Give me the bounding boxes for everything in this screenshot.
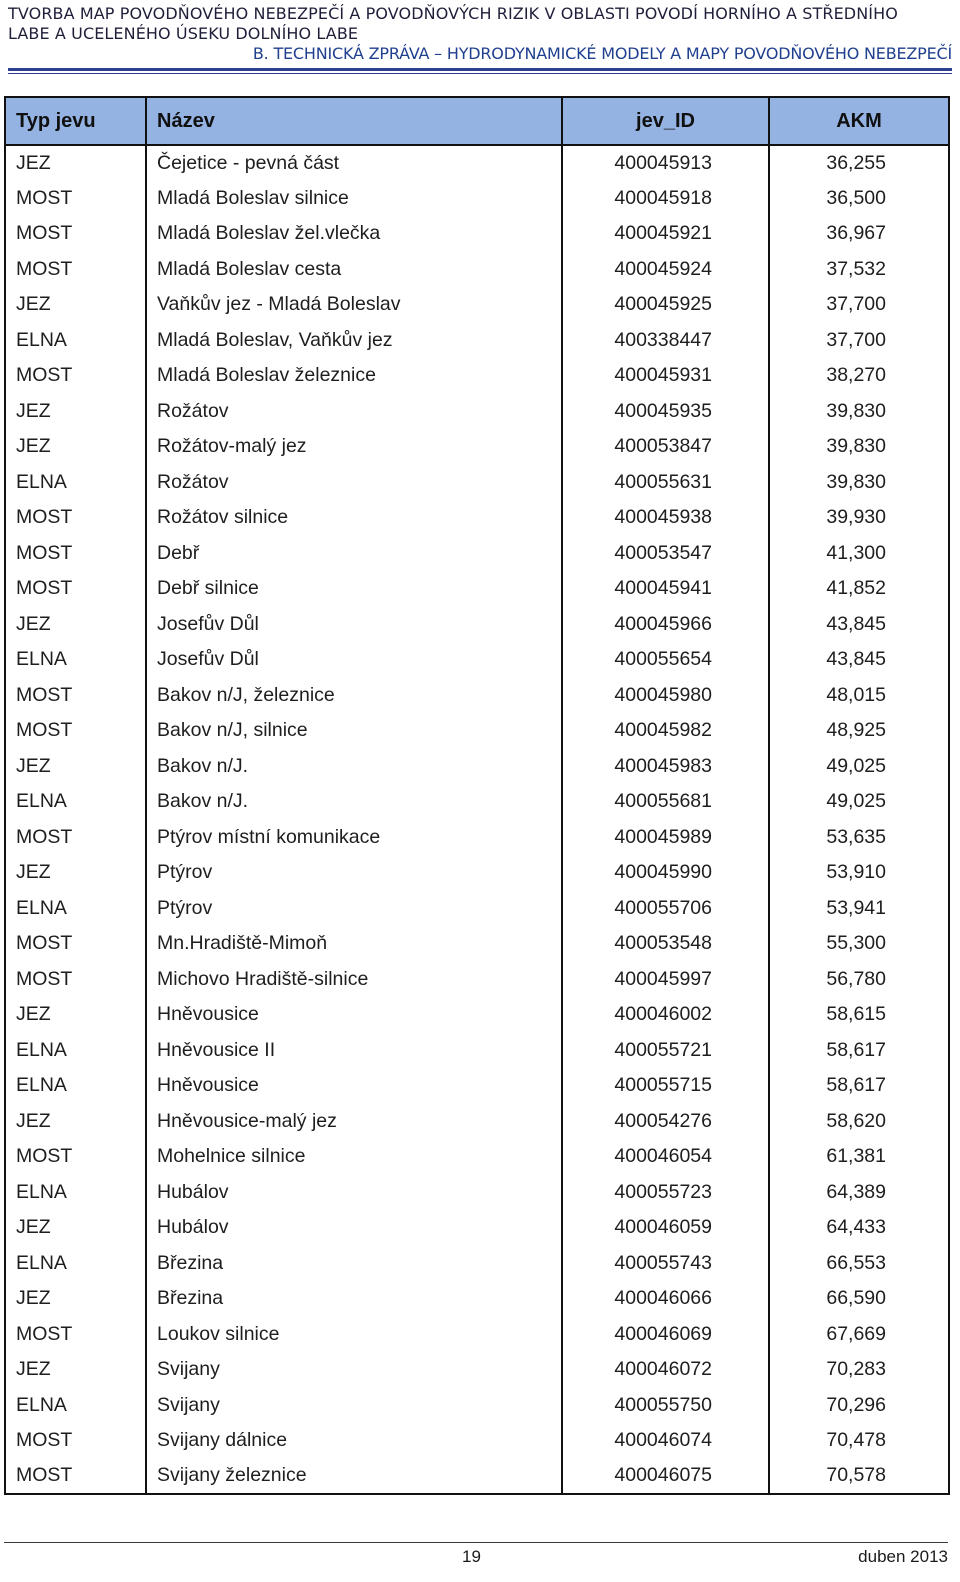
cell-akm: 61,381 [769,1139,949,1175]
cell-typ-jevu: MOST [5,571,146,607]
cell-nazev: Mohelnice silnice [146,1139,562,1175]
table-row [5,465,949,501]
cell-typ-jevu: ELNA [5,1246,146,1282]
cell-jev-id: 400045990 [562,855,769,891]
table-row [5,1459,949,1495]
cell-akm: 64,389 [769,1175,949,1211]
cell-nazev: Hubálov [146,1210,562,1246]
table-row [5,1175,949,1211]
cell-nazev: Rožátov silnice [146,500,562,536]
cell-jev-id: 400045921 [562,216,769,252]
cell-jev-id: 400055721 [562,1033,769,1069]
cell-jev-id: 400046072 [562,1352,769,1388]
cell-nazev: Rožátov [146,465,562,501]
table-row [5,855,949,891]
cell-jev-id: 400053548 [562,926,769,962]
cell-jev-id: 400055743 [562,1246,769,1282]
table-row [5,1104,949,1140]
cell-jev-id: 400045941 [562,571,769,607]
cell-typ-jevu: MOST [5,500,146,536]
cell-akm: 48,925 [769,713,949,749]
table-row [5,784,949,820]
cell-nazev: Březina [146,1246,562,1282]
cell-akm: 38,270 [769,358,949,394]
cell-typ-jevu: JEZ [5,1352,146,1388]
cell-jev-id: 400046074 [562,1423,769,1459]
cell-akm: 41,300 [769,536,949,572]
cell-nazev: Čejetice - pevná část [146,145,562,181]
events-table [4,96,950,1495]
cell-akm: 70,478 [769,1423,949,1459]
cell-nazev: Josefův Důl [146,642,562,678]
cell-nazev: Debř [146,536,562,572]
cell-akm: 67,669 [769,1317,949,1353]
cell-jev-id: 400046075 [562,1459,769,1495]
cell-typ-jevu: MOST [5,1423,146,1459]
cell-jev-id: 400045982 [562,713,769,749]
table-row [5,962,949,998]
table-row [5,216,949,252]
cell-akm: 53,941 [769,891,949,927]
page-number: 19 [462,1547,481,1566]
cell-akm: 48,015 [769,678,949,714]
cell-nazev: Rožátov [146,394,562,430]
cell-typ-jevu: JEZ [5,429,146,465]
table-row [5,536,949,572]
cell-nazev: Mladá Boleslav, Vaňkův jez [146,323,562,359]
cell-jev-id: 400055631 [562,465,769,501]
table-row [5,926,949,962]
cell-typ-jevu: JEZ [5,997,146,1033]
cell-akm: 36,255 [769,145,949,181]
cell-jev-id: 400046002 [562,997,769,1033]
document-header [8,4,952,64]
cell-akm: 49,025 [769,784,949,820]
cell-jev-id: 400045989 [562,820,769,856]
cell-akm: 36,500 [769,181,949,217]
cell-nazev: Hněvousice II [146,1033,562,1069]
table-row [5,1423,949,1459]
cell-typ-jevu: MOST [5,1317,146,1353]
cell-jev-id: 400046054 [562,1139,769,1175]
cell-nazev: Hubálov [146,1175,562,1211]
table-row [5,145,949,181]
cell-nazev: Svijany dálnice [146,1423,562,1459]
cell-jev-id: 400338447 [562,323,769,359]
table-row [5,891,949,927]
cell-nazev: Michovo Hradiště-silnice [146,962,562,998]
cell-typ-jevu: JEZ [5,145,146,181]
table-row [5,181,949,217]
cell-jev-id: 400045913 [562,145,769,181]
cell-akm: 70,283 [769,1352,949,1388]
cell-nazev: Bakov n/J, železnice [146,678,562,714]
cell-typ-jevu: ELNA [5,1068,146,1104]
column-header-typ-jevu: Typ jevu [5,97,146,145]
cell-typ-jevu: MOST [5,820,146,856]
table-row [5,394,949,430]
cell-akm: 39,830 [769,394,949,430]
cell-jev-id: 400045980 [562,678,769,714]
cell-nazev: Mladá Boleslav silnice [146,181,562,217]
cell-typ-jevu: MOST [5,358,146,394]
table-row [5,642,949,678]
cell-akm: 37,700 [769,323,949,359]
table-row [5,287,949,323]
cell-typ-jevu: MOST [5,1139,146,1175]
cell-akm: 37,532 [769,252,949,288]
cell-typ-jevu: JEZ [5,1104,146,1140]
cell-akm: 58,617 [769,1033,949,1069]
cell-nazev: Mn.Hradiště-Mimoň [146,926,562,962]
cell-nazev: Mladá Boleslav cesta [146,252,562,288]
cell-jev-id: 400046059 [562,1210,769,1246]
table-row [5,252,949,288]
cell-akm: 39,830 [769,429,949,465]
cell-akm: 58,615 [769,997,949,1033]
table-row [5,820,949,856]
cell-jev-id: 400054276 [562,1104,769,1140]
cell-nazev: Bakov n/J. [146,749,562,785]
cell-akm: 58,620 [769,1104,949,1140]
table-row [5,571,949,607]
table-row [5,1210,949,1246]
cell-nazev: Svijany [146,1352,562,1388]
cell-nazev: Hněvousice [146,997,562,1033]
table-row [5,607,949,643]
cell-typ-jevu: ELNA [5,323,146,359]
cell-nazev: Ptýrov místní komunikace [146,820,562,856]
cell-typ-jevu: JEZ [5,394,146,430]
cell-akm: 66,590 [769,1281,949,1317]
cell-typ-jevu: MOST [5,1459,146,1495]
cell-jev-id: 400045931 [562,358,769,394]
cell-typ-jevu: ELNA [5,465,146,501]
cell-typ-jevu: JEZ [5,749,146,785]
table-row [5,500,949,536]
cell-jev-id: 400045997 [562,962,769,998]
cell-akm: 43,845 [769,642,949,678]
header-rule [8,68,952,71]
cell-typ-jevu: ELNA [5,642,146,678]
header-rule-thin [8,73,952,74]
cell-jev-id: 400045966 [562,607,769,643]
table-row [5,1246,949,1282]
cell-jev-id: 400045918 [562,181,769,217]
cell-jev-id: 400046069 [562,1317,769,1353]
cell-akm: 36,967 [769,216,949,252]
cell-jev-id: 400055715 [562,1068,769,1104]
table-row [5,358,949,394]
cell-typ-jevu: MOST [5,216,146,252]
cell-nazev: Debř silnice [146,571,562,607]
table-row [5,1281,949,1317]
cell-jev-id: 400055723 [562,1175,769,1211]
cell-nazev: Ptýrov [146,855,562,891]
table-row [5,323,949,359]
cell-typ-jevu: JEZ [5,1281,146,1317]
header-subtitle: B. TECHNICKÁ ZPRÁVA – HYDRODYNAMICKÉ MODELY A MAPY POVODŇOVÉHO NEBEZPEČÍ [252,44,952,63]
table-row [5,678,949,714]
cell-akm: 53,910 [769,855,949,891]
cell-jev-id: 400045925 [562,287,769,323]
cell-akm: 39,930 [769,500,949,536]
cell-typ-jevu: MOST [5,962,146,998]
table-body [5,145,949,1494]
cell-nazev: Vaňkův jez - Mladá Boleslav [146,287,562,323]
cell-typ-jevu: MOST [5,181,146,217]
cell-nazev: Bakov n/J, silnice [146,713,562,749]
cell-akm: 55,300 [769,926,949,962]
cell-nazev: Mladá Boleslav železnice [146,358,562,394]
cell-akm: 66,553 [769,1246,949,1282]
cell-nazev: Rožátov-malý jez [146,429,562,465]
footer-rule [4,1542,948,1543]
cell-nazev: Březina [146,1281,562,1317]
cell-typ-jevu: ELNA [5,1033,146,1069]
column-header-akm: AKM [769,97,949,145]
cell-typ-jevu: ELNA [5,891,146,927]
table-row [5,1388,949,1424]
cell-typ-jevu: MOST [5,678,146,714]
table-row [5,1068,949,1104]
cell-typ-jevu: JEZ [5,855,146,891]
cell-typ-jevu: MOST [5,252,146,288]
cell-nazev: Svijany železnice [146,1459,562,1495]
cell-akm: 49,025 [769,749,949,785]
cell-nazev: Hněvousice [146,1068,562,1104]
cell-akm: 70,578 [769,1459,949,1495]
table-row [5,1317,949,1353]
table-header-row [5,97,949,145]
cell-typ-jevu: JEZ [5,1210,146,1246]
cell-jev-id: 400053847 [562,429,769,465]
cell-jev-id: 400055681 [562,784,769,820]
cell-typ-jevu: ELNA [5,784,146,820]
cell-nazev: Hněvousice-malý jez [146,1104,562,1140]
cell-akm: 56,780 [769,962,949,998]
table-row [5,997,949,1033]
cell-jev-id: 400045983 [562,749,769,785]
cell-akm: 58,617 [769,1068,949,1104]
cell-akm: 41,852 [769,571,949,607]
cell-typ-jevu: MOST [5,926,146,962]
column-header-jev-id: jev_ID [562,97,769,145]
cell-jev-id: 400055706 [562,891,769,927]
cell-akm: 53,635 [769,820,949,856]
table-row [5,713,949,749]
table-row [5,749,949,785]
cell-typ-jevu: MOST [5,713,146,749]
cell-jev-id: 400045938 [562,500,769,536]
cell-typ-jevu: JEZ [5,287,146,323]
cell-typ-jevu: JEZ [5,607,146,643]
cell-akm: 70,296 [769,1388,949,1424]
table-row [5,1139,949,1175]
cell-typ-jevu: MOST [5,536,146,572]
cell-typ-jevu: ELNA [5,1388,146,1424]
cell-jev-id: 400055654 [562,642,769,678]
cell-jev-id: 400046066 [562,1281,769,1317]
cell-nazev: Loukov silnice [146,1317,562,1353]
cell-nazev: Svijany [146,1388,562,1424]
header-title-line-2: LABE A UCELENÉHO ÚSEKU DOLNÍHO LABE [8,24,359,43]
cell-nazev: Bakov n/J. [146,784,562,820]
cell-nazev: Josefův Důl [146,607,562,643]
table-row [5,1352,949,1388]
table-row [5,429,949,465]
cell-nazev: Mladá Boleslav žel.vlečka [146,216,562,252]
cell-nazev: Ptýrov [146,891,562,927]
cell-akm: 64,433 [769,1210,949,1246]
column-header-nazev: Název [146,97,562,145]
cell-jev-id: 400055750 [562,1388,769,1424]
cell-jev-id: 400045935 [562,394,769,430]
cell-jev-id: 400045924 [562,252,769,288]
cell-akm: 43,845 [769,607,949,643]
footer-date: duben 2013 [858,1547,948,1566]
cell-typ-jevu: ELNA [5,1175,146,1211]
cell-akm: 39,830 [769,465,949,501]
cell-akm: 37,700 [769,287,949,323]
table-row [5,1033,949,1069]
cell-jev-id: 400053547 [562,536,769,572]
header-title-line-1: TVORBA MAP POVODŇOVÉHO NEBEZPEČÍ A POVODŇOVÝCH RIZIK V OBLASTI POVODÍ HORNÍHO A STŘEDNÍHO [8,4,898,23]
